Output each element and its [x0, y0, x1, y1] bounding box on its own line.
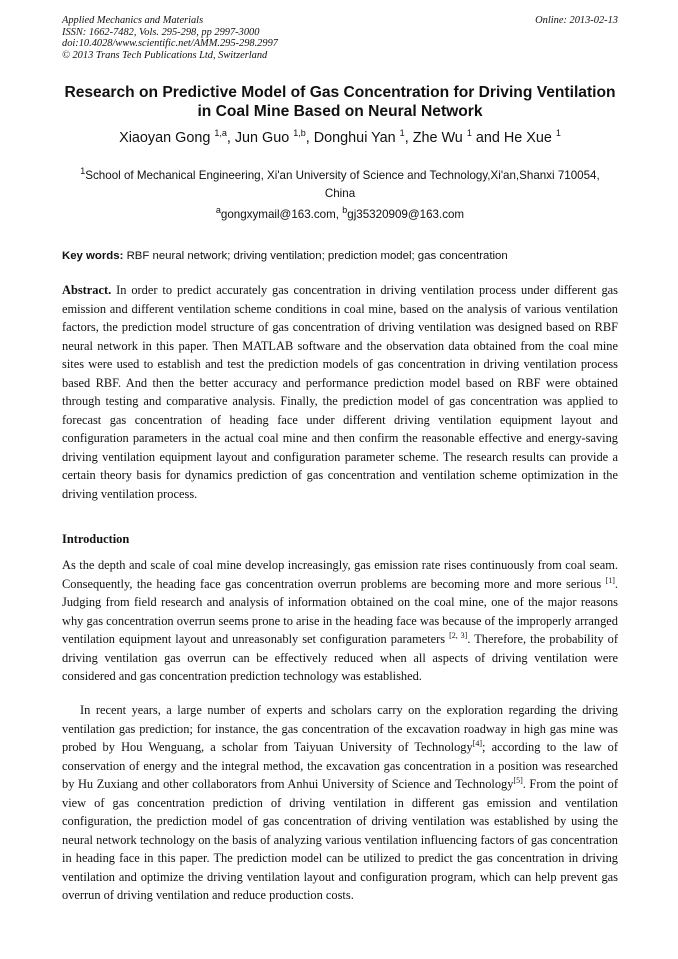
- paragraph-text: In recent years, a large number of experts and scholars carry on the exploration regarding the driving ventilation gas prediction; for instance, the gas concentration of the excavation roadway in high gas mine was probed by Hou Wenguang, a scholar from Taiyuan University of Technology: [62, 703, 618, 754]
- author-affiliation-marker: 1: [555, 128, 561, 139]
- citation: [4]: [472, 738, 483, 748]
- email-a[interactable]: gongxymail@163.com,: [220, 208, 343, 221]
- paragraph-text: . From the point of view of gas concentration prediction of driving ventilation in different gas emission and ventilation configuration, the prediction model of gas concentration of driving ventilation was established by using the neural network technology on the basis of analyzing various ventilation influencing factors of gas concentration in heading face in this paper. The prediction model can be utilized to predict the gas concentration in driving ventilation and optimize the driving ventilation layout and configuration program, which can help prevent gas overrun of driving ventilation and reduce production costs.: [62, 777, 618, 902]
- author-list: [62, 129, 618, 147]
- issn-line: ISSN: 1662-7482, Vols. 295-298, pp 2997-3000: [62, 26, 260, 38]
- author-separator: ,: [226, 130, 235, 146]
- citation: [5]: [513, 775, 523, 785]
- author-affiliation-marker: 1: [466, 128, 472, 139]
- journal-header: [62, 15, 618, 61]
- author-separator: ,: [404, 130, 413, 146]
- abstract: [62, 281, 618, 503]
- introduction-paragraph-2: [62, 701, 618, 905]
- email-marker-a: a: [215, 205, 221, 216]
- keywords: [62, 248, 618, 264]
- journal-name: Applied Mechanics and Materials: [62, 15, 204, 26]
- affiliation-text: School of Mechanical Engineering, Xi'an University of Science and Technology,Xi'an,Shanxi 710054, China: [85, 169, 600, 200]
- paragraph-text: As the depth and scale of coal mine develop increasingly, gas emission rate rises continuously from coal seam. Consequently, the heading face gas concentration overrun problems are becoming more and more serious: [62, 558, 618, 591]
- keywords-label: Key words:: [62, 250, 124, 262]
- affiliation-marker: 1: [80, 166, 86, 177]
- email-b[interactable]: gj35320909@163.com: [347, 208, 465, 221]
- copyright-line: © 2013 Trans Tech Publications Ltd, Switzerland: [62, 49, 268, 61]
- author-name: Donghui Yan: [313, 130, 400, 146]
- author-separator: and: [471, 130, 504, 146]
- author-name: He Xue: [503, 130, 556, 146]
- paragraph-text: . Therefore, the probability of driving ventilation gas overrun can be effectively reduced when all aspects of driving ventilation were considered and gas concentration prediction technology was established.: [62, 632, 618, 683]
- affiliation: [72, 167, 608, 203]
- author-separator: ,: [305, 130, 314, 146]
- author-emails: [62, 207, 618, 223]
- author-affiliation-marker: 1,b: [293, 128, 306, 139]
- author-affiliation-marker: 1,a: [214, 128, 227, 139]
- author-name: Xiaoyan Gong: [119, 130, 215, 146]
- author-name: Jun Guo: [234, 130, 294, 146]
- author-name: Zhe Wu: [412, 130, 467, 146]
- citation: [1]: [605, 575, 615, 585]
- keywords-text: RBF neural network; driving ventilation; prediction model; gas concentration: [123, 250, 508, 262]
- introduction-heading: Introduction: [62, 532, 130, 546]
- citation: [2, 3]: [449, 630, 468, 640]
- abstract-label: Abstract.: [62, 283, 112, 297]
- abstract-text: In order to predict accurately gas concentration in driving ventilation process under different gas emission and different ventilation scheme conditions in coal mine, based on the analysis of various ventilation factors, the prediction model structure of gas concentration of driving ventilation was designed based on RBF neural network in this paper. Then MATLAB software and the observation data obtained from the coal mine sites were used to establish and test the prediction models of gas concentration in driving ventilation process based RBF. And then the better accuracy and performance prediction model based on RBF were obtained through testing and comparative analysis. Finally, the prediction model of gas concentration was applied to forecast gas concentration of heading face under different driving ventilation equipment layout and configuration parameters in the actual coal mine and then confirm the reasonable effective and energy-saving driving ventilation equipment layout and configuration parameter scheme. The research results can provide a certain theory basis for dynamics prediction of gas concentration and ventilation scheme optimization in the driving ventilation process.: [62, 283, 618, 501]
- introduction-paragraph-1: [62, 556, 618, 686]
- online-date: Online: 2013-02-13: [535, 15, 618, 26]
- paper-title: Research on Predictive Model of Gas Concentration for Driving Ventilation in Coal Mine Based on Neural Network: [64, 84, 616, 120]
- doi-line[interactable]: doi:10.4028/www.scientific.net/AMM.295-298.2997: [62, 38, 278, 50]
- author-affiliation-marker: 1: [399, 128, 405, 139]
- paragraph-text: ; according to the law of conservation of energy and the integral method, the excavation gas concentration in a position was researched by Hu Zuxiang and other collaborators from Anhui University of Science and Technology: [62, 740, 618, 791]
- paragraph-text: . Judging from field research and analysis of information obtained on the coal mine, one of the major reasons why gas concentration overrun seems prone to arise in the heading face was because of the improperly arranged ventilation equipment layout and unreasonably set configuration parameters: [62, 576, 618, 646]
- email-marker-b: b: [342, 205, 348, 216]
